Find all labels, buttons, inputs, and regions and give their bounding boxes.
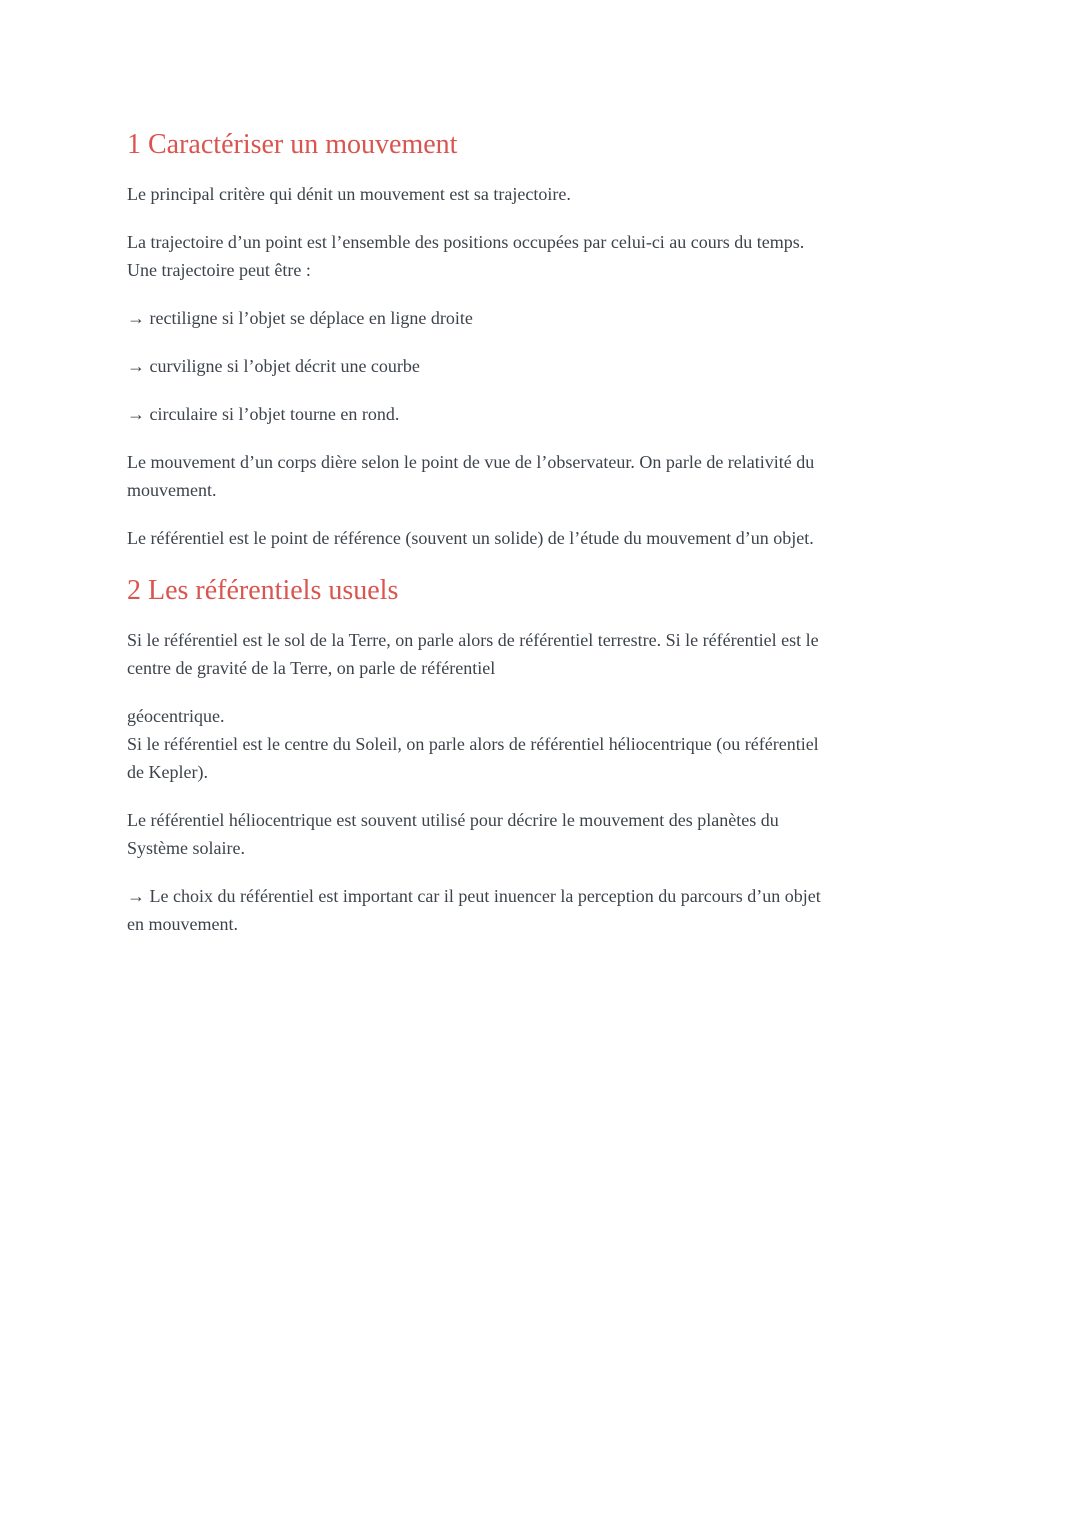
- arrow-bullet-paragraph: [127, 400, 1050, 428]
- paragraph: [127, 448, 1050, 504]
- paragraph: [127, 524, 1050, 552]
- text-line: Si le référentiel est le centre du Soleil, on parle alors de référentiel héliocentrique (ou référentiel: [127, 734, 819, 754]
- text-line: Le mouvement d’un corps dière selon le point de vue de l’observateur. On parle de relativité du: [127, 452, 815, 472]
- paragraph: [127, 806, 1050, 862]
- text-line: de Kepler).: [127, 762, 208, 782]
- arrow-bullet-paragraph: [127, 882, 1050, 938]
- text-line: Le référentiel héliocentrique est souvent utilisé pour décrire le mouvement des planètes du: [127, 810, 779, 830]
- text-line: Une trajectoire peut être :: [127, 260, 311, 280]
- paragraph: [127, 626, 1050, 682]
- text-line: centre de gravité de la Terre, on parle de référentiel: [127, 658, 496, 678]
- paragraph: [127, 228, 1050, 284]
- text-line: → rectiligne si l’objet se déplace en ligne droite: [127, 308, 473, 328]
- section-heading-2: 2 Les référentiels usuels: [127, 575, 399, 606]
- text-line: Système solaire.: [127, 838, 245, 858]
- text-line: → curviligne si l’objet décrit une courbe: [127, 356, 420, 376]
- text-line: mouvement.: [127, 480, 217, 500]
- text-line: Le référentiel est le point de référence (souvent un solide) de l’étude du mouvement d’un objet.: [127, 528, 814, 548]
- text-line: Le principal critère qui dénit un mouvement est sa trajectoire.: [127, 184, 571, 204]
- arrow-bullet-paragraph: [127, 352, 1050, 380]
- text-line: → circulaire si l’objet tourne en rond.: [127, 404, 400, 424]
- section-heading-1: 1 Caractériser un mouvement: [127, 129, 458, 160]
- text-line: géocentrique.: [127, 706, 225, 726]
- paragraph: [127, 702, 1050, 786]
- text-line: en mouvement.: [127, 914, 238, 934]
- arrow-bullet-paragraph: [127, 304, 1050, 332]
- text-line: La trajectoire d’un point est l’ensemble des positions occupées par celui-ci au cours du temps.: [127, 232, 805, 252]
- text-line: Si le référentiel est le sol de la Terre, on parle alors de référentiel terrestre. Si le référentiel est le: [127, 630, 819, 650]
- paragraph: [127, 180, 1050, 208]
- text-line: → Le choix du référentiel est important car il peut inuencer la perception du parcours d’un objet: [127, 886, 821, 906]
